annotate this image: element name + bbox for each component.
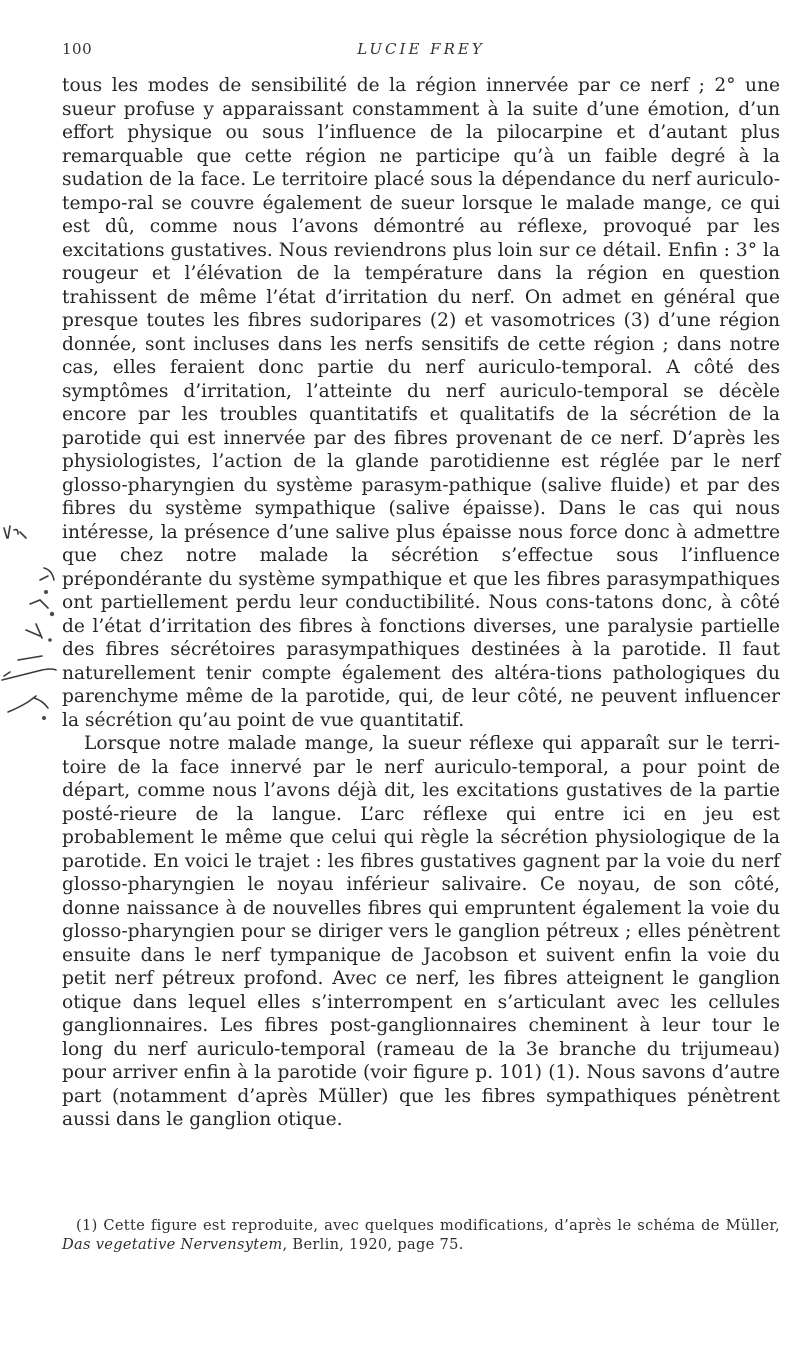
paragraph: tous les modes de sensibilité de la région innervée par ce nerf ; 2° une sueur profuse y apparaissant constamment à la suite d’une émotion, d’un effort physique ou sous l’influence de la pilocarpine et d’autant plus remarquable que cette région ne participe qu’à un faible degré à la sudation de la face. Le territoire placé sous la dépendance du nerf auriculo-tempo-ral se couvre également de sueur lorsque le malade mange, ce qui est dû, comme nous l’avons démontré au réflexe, provoqué par les excitations gustatives. Nous reviendrons plus loin sur ce détail. Enfin : 3° la rougeur et l’élévation de la température dans la région en question trahissent de même l’état d’irritation du nerf. On admet en général que presque toutes les fibres sudoripares (2) et vasomotrices (3) d’une région donnée, sont incluses dans les nerfs sensitifs de cette région ; dans notre cas, elles feraient donc partie du nerf auriculo-temporal. A côté des symptômes d’irritation, l’atteinte du nerf auriculo-temporal se décèle encore par les troubles quantitatifs et qualitatifs de la sécrétion de la parotide qui est innervée par des fibres provenant de ce nerf. D’après les physiologistes, l’action de la glande parotidienne est réglée par le nerf glosso-pharyngien du système parasym-pathique (salive fluide) et par des fibres du système sympathique (salive épaisse). Dans le cas qui nous intéresse, la présence d’une salive plus épaisse nous force donc à admettre que chez notre malade la sécrétion s’effectue sous l’influence prépondérante du système sympathique et que les fibres parasympathiques ont partiellement perdu leur conductibilité. Nous cons-tatons donc, à côté de l’état d’irritation des fibres à fonctions diverses, une paralysie partielle des fibres sécrétoires parasympathiques destinées à la parotide. Il faut naturellement tenir compte également des altéra-tions pathologiques du parenchyme même de la parotide, qui, de leur côté, ne peuvent influencer la sécrétion qu’au point de vue quantitatif.	[62, 75, 780, 731]
footnote	[62, 1216, 780, 1254]
footnote-book-title: Das vegetative Nervensytem	[62, 1236, 283, 1253]
page-header	[62, 40, 780, 64]
page-number: 100	[62, 40, 93, 58]
footnote-text-end: , Berlin, 1920, page 75.	[282, 1236, 464, 1253]
margin-pencil-marks	[0, 522, 62, 742]
running-title: LUCIE FREY	[357, 40, 485, 58]
main-text	[62, 74, 780, 1132]
paragraph: Lorsque notre malade mange, la sueur réflexe qui apparaît sur le terri-toire de la face innervé par le nerf auriculo-temporal, a pour point de départ, comme nous l’avons déjà dit, les excitations gustatives de la partie posté-rieure de la langue. L’arc réflexe qui entre ici en jeu est probablement le même que celui qui règle la sécrétion physiologique de la parotide. En voici le trajet : les fibres gustatives gagnent par la voie du nerf glosso-pharyngien le noyau inférieur salivaire. Ce noyau, de son côté, donne naissance à de nouvelles fibres qui empruntent également la voie du glosso-pharyngien pour se diriger vers le ganglion pétreux ; elles pénètrent ensuite dans le nerf tympanique de Jacobson et suivent enfin la voie du petit nerf pétreux profond. Avec ce nerf, les fibres atteignent le ganglion otique dans lequel elles s’interrompent en s’articulant avec les cellules ganglionnaires. Les fibres post-ganglionnaires cheminent à leur tour le long du nerf auriculo-temporal (rameau de la 3e branche du trijumeau) pour arriver enfin à la parotide (voir figure p. 101) (1). Nous savons d’autre part (notamment d’après Müller) que les fibres sympathiques pénètrent aussi dans le ganglion otique.	[62, 733, 780, 1130]
footnote-text-start: (1) Cette figure est reproduite, avec quelques modifications, d’après le schéma de Müller,	[76, 1217, 780, 1234]
